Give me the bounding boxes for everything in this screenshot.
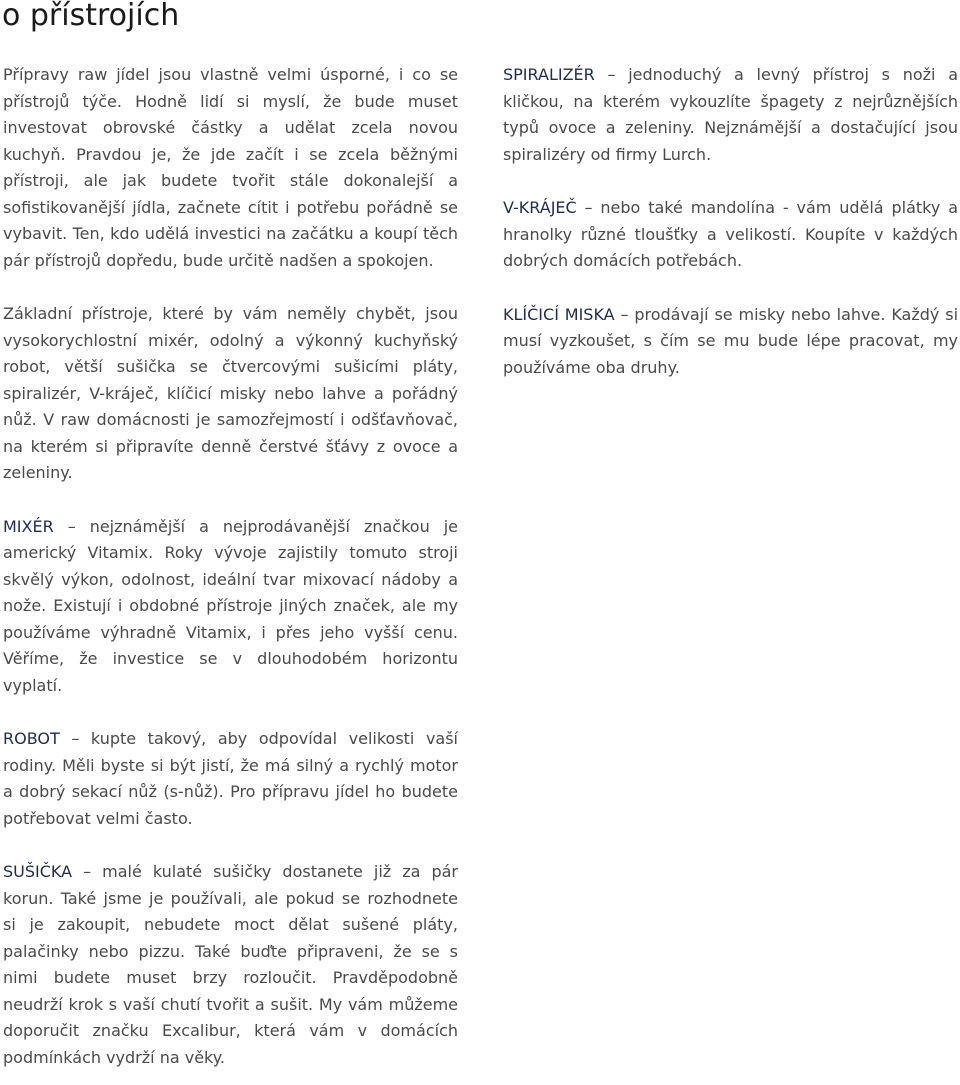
sprouting-bowl-term: KLÍČICÍ MISKA <box>503 304 615 324</box>
mixer-text: – nejznámější a nejprodávanější značkou je americký Vitamix. Roky vývoje zajistily tomuto stroji skvělý výkon, odolnost, ideální tvar mixovací nádoby a nože. Existují i obdobné přístroje jiných značek, ale my používáme výhradně Vitamix, i přes jeho vyšší cenu. Věříme, že investice se v dlouhodobém horizontu vyplatí. <box>3 516 458 695</box>
spiralizer-term: SPIRALIZÉR <box>503 65 595 84</box>
robot-text: – kupte takový, aby odpovídal velikosti vaší rodiny. Měli byste si být jistí, že má silný a rychlý motor a dobrý sekací nůž (s-nůž). Pro přípravu jídel ho budete potřebovat velmi často. <box>3 729 458 828</box>
intro-paragraph: Přípravy raw jídel jsou vlastně velmi úsporné, i co se přístrojů týče. Hodně lidí si myslí, že bude muset investovat obrovské částky a udělat zcela novou kuchyň. Pravdou je, že jde začít i se zcela běžnými přístroji, ale jak budete tvořit stále dokonalejší a sofistikovanější jídla, začnete cítit i potřebu pořádně se vybavit. Ten, kdo udělá investici na začátku a koupí těch pár přístrojů dopředu, bude určitě nadšen a spokojen. <box>3 65 458 270</box>
sprouting-bowl-paragraph <box>503 302 958 382</box>
v-slicer-paragraph <box>503 195 958 275</box>
robot-paragraph <box>3 726 458 832</box>
dryer-term: SUŠIČKA <box>3 862 73 881</box>
v-slicer-term: V-KRÁJEČ <box>503 198 577 217</box>
mixer-paragraph <box>3 514 458 700</box>
right-column <box>503 62 958 381</box>
robot-term: ROBOT <box>3 729 60 748</box>
mixer-term: MIXÉR <box>3 516 54 536</box>
v-slicer-text: – nebo také mandolína - vám udělá plátky a hranolky různé tloušťky a velikostí. Koupíte v každých dobrých domácích potřebách. <box>503 198 958 270</box>
basic-devices-paragraph: Základní přístroje, které by vám neměly chybět, jsou vysokorychlostní mixér, odolný a výkonný kuchyňský robot, větší sušička se čtvercovými sušicími pláty, spiralizér, V-kráječ, klíčicí misky nebo lahve a pořádný nůž. V raw domácnosti je samozřejmostí i odšťavňovač, na kterém si připravíte denně čerstvé šťávy z ovoce a zeleniny. <box>3 304 458 482</box>
sprouting-bowl-text: – prodávají se misky nebo lahve. Každý si musí vyzkoušet, s čím se mu bude lépe pracovat, my používáme oba druhy. <box>503 304 959 377</box>
dryer-paragraph <box>3 859 458 1071</box>
dryer-text: – malé kulaté sušičky dostanete již za pár korun. Také jsme je používali, ale pokud se rozhodnete si je zakoupit, nebudete moct dělat sušené pláty, palačinky nebo pizzu. Také buďte připraveni, že se s nimi budete muset brzy rozloučit. Pravděpodobně neudrží krok s vaší chutí tvořit a sušit. My vám můžeme doporučit značku Excalibur, která vám v domácích podmínkách vydrží na věky. <box>3 862 458 1067</box>
left-column <box>3 62 458 1071</box>
spiralizer-text: – jednoduchý a levný přístroj s noži a kličkou, na kterém vykouzlíte špagety z nejrůznějších typů ovoce a zeleniny. Nejznámější a dostačující jsou spiralizéry od firmy Lurch. <box>503 65 958 164</box>
spiralizer-paragraph <box>503 62 958 168</box>
page-title: o přístrojích <box>2 0 180 33</box>
